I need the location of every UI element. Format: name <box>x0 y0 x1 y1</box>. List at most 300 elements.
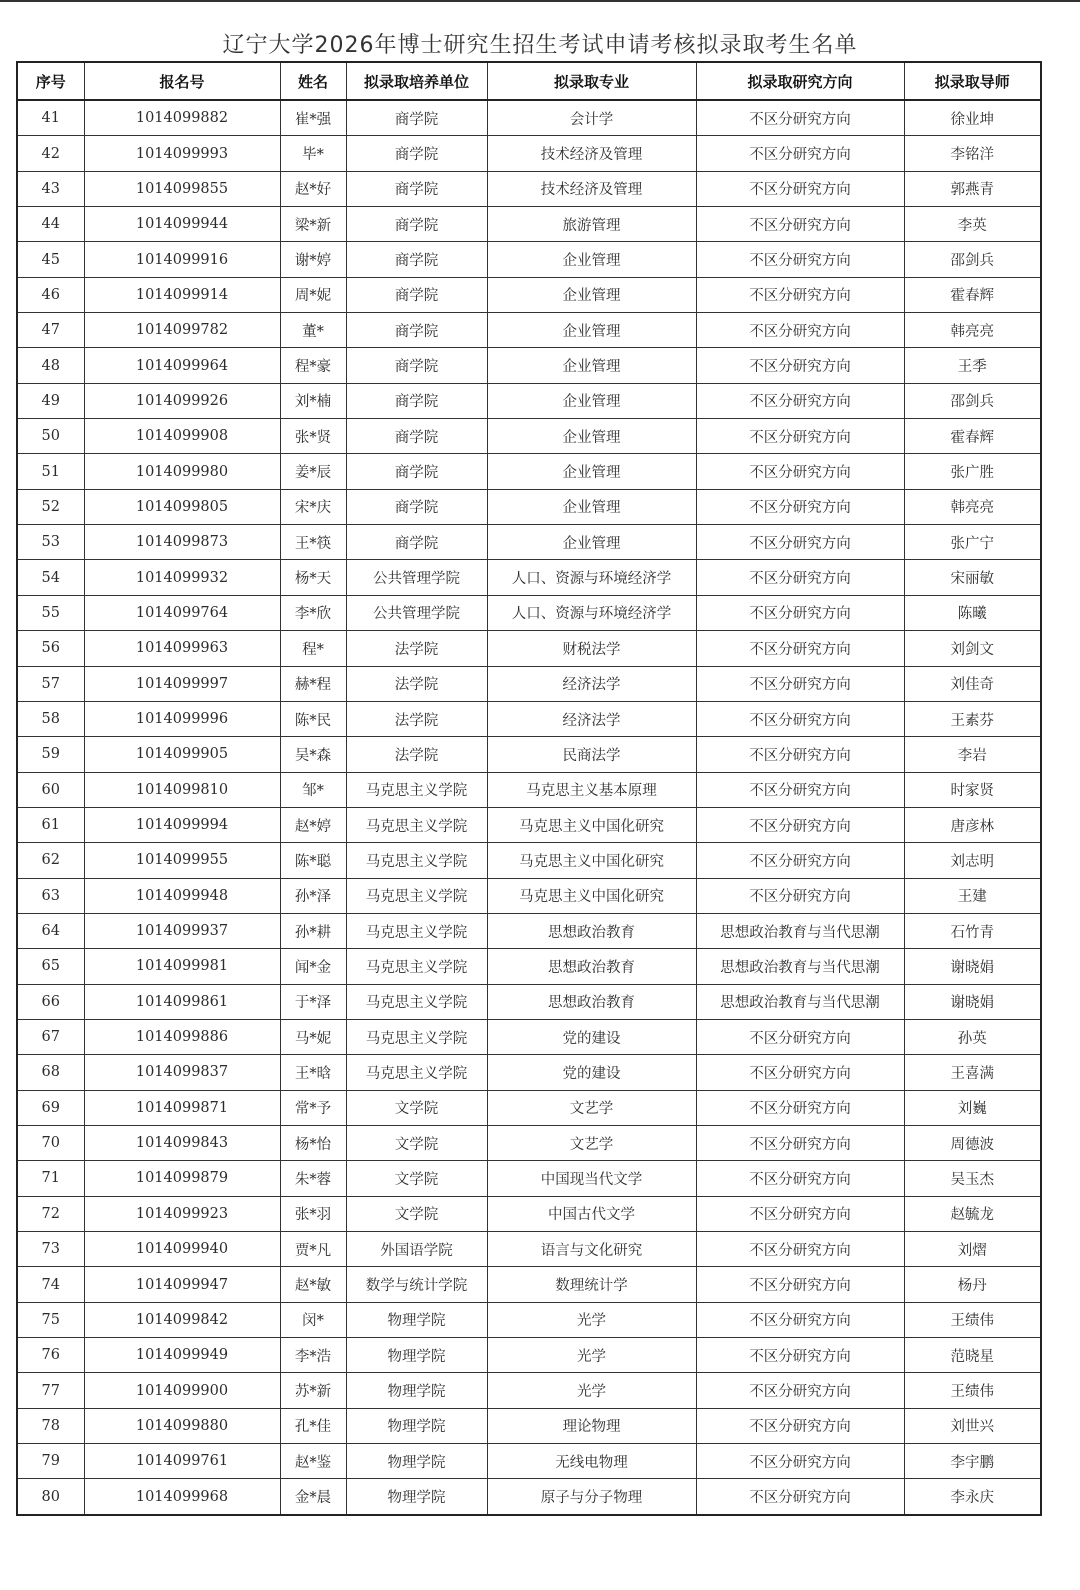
cell-major: 技术经济及管理 <box>487 171 696 206</box>
cell-unit: 商学院 <box>346 313 487 348</box>
table-row <box>17 737 1041 772</box>
cell-name: 张*贤 <box>280 419 346 454</box>
cell-unit: 马克思主义学院 <box>346 843 487 878</box>
cell-supervisor: 邵剑兵 <box>904 383 1041 418</box>
cell-index: 76 <box>17 1338 84 1373</box>
cell-unit: 物理学院 <box>346 1408 487 1443</box>
cell-index: 47 <box>17 313 84 348</box>
cell-major: 企业管理 <box>487 242 696 277</box>
cell-registration-no: 1014099963 <box>84 631 280 666</box>
cell-direction: 不区分研究方向 <box>696 1373 904 1408</box>
cell-major: 光学 <box>487 1373 696 1408</box>
cell-name: 孙*泽 <box>280 878 346 913</box>
table-row <box>17 313 1041 348</box>
cell-direction: 不区分研究方向 <box>696 1196 904 1231</box>
cell-supervisor: 谢晓娟 <box>904 984 1041 1019</box>
cell-index: 61 <box>17 807 84 842</box>
cell-supervisor: 石竹青 <box>904 913 1041 948</box>
cell-supervisor: 郭燕青 <box>904 171 1041 206</box>
cell-direction: 不区分研究方向 <box>696 666 904 701</box>
cell-major: 马克思主义中国化研究 <box>487 878 696 913</box>
cell-name: 孙*耕 <box>280 913 346 948</box>
cell-name: 孔*佳 <box>280 1408 346 1443</box>
cell-name: 闵* <box>280 1302 346 1337</box>
cell-unit: 商学院 <box>346 242 487 277</box>
cell-direction: 不区分研究方向 <box>696 1338 904 1373</box>
cell-registration-no: 1014099855 <box>84 171 280 206</box>
cell-major: 旅游管理 <box>487 207 696 242</box>
cell-registration-no: 1014099905 <box>84 737 280 772</box>
cell-name: 董* <box>280 313 346 348</box>
cell-index: 72 <box>17 1196 84 1231</box>
cell-index: 50 <box>17 419 84 454</box>
cell-unit: 公共管理学院 <box>346 595 487 630</box>
cell-name: 王*筷 <box>280 525 346 560</box>
cell-supervisor: 张广胜 <box>904 454 1041 489</box>
cell-registration-no: 1014099932 <box>84 560 280 595</box>
table-row <box>17 419 1041 454</box>
cell-registration-no: 1014099916 <box>84 242 280 277</box>
cell-unit: 物理学院 <box>346 1338 487 1373</box>
cell-major: 企业管理 <box>487 313 696 348</box>
top-rule <box>0 0 1080 2</box>
table-row <box>17 701 1041 736</box>
cell-major: 思想政治教育 <box>487 984 696 1019</box>
cell-index: 77 <box>17 1373 84 1408</box>
cell-major: 思想政治教育 <box>487 913 696 948</box>
cell-unit: 商学院 <box>346 100 487 136</box>
cell-direction: 不区分研究方向 <box>696 1302 904 1337</box>
cell-major: 经济法学 <box>487 701 696 736</box>
table-row <box>17 1444 1041 1479</box>
cell-index: 65 <box>17 949 84 984</box>
cell-unit: 马克思主义学院 <box>346 807 487 842</box>
cell-registration-no: 1014099949 <box>84 1338 280 1373</box>
cell-major: 无线电物理 <box>487 1444 696 1479</box>
cell-registration-no: 1014099782 <box>84 313 280 348</box>
cell-direction: 不区分研究方向 <box>696 1444 904 1479</box>
cell-major: 企业管理 <box>487 525 696 560</box>
cell-direction: 不区分研究方向 <box>696 1408 904 1443</box>
cell-index: 54 <box>17 560 84 595</box>
cell-supervisor: 王喜满 <box>904 1055 1041 1090</box>
cell-unit: 法学院 <box>346 701 487 736</box>
cell-registration-no: 1014099880 <box>84 1408 280 1443</box>
cell-unit: 物理学院 <box>346 1444 487 1479</box>
cell-major: 马克思主义中国化研究 <box>487 843 696 878</box>
column-header-unit: 拟录取培养单位 <box>346 62 487 100</box>
cell-name: 陈*民 <box>280 701 346 736</box>
cell-unit: 商学院 <box>346 277 487 312</box>
admission-table <box>16 61 1042 1516</box>
cell-unit: 商学院 <box>346 525 487 560</box>
cell-supervisor: 徐业坤 <box>904 100 1041 136</box>
cell-unit: 文学院 <box>346 1090 487 1125</box>
cell-direction: 不区分研究方向 <box>696 313 904 348</box>
table-row <box>17 1125 1041 1160</box>
cell-supervisor: 刘志明 <box>904 843 1041 878</box>
cell-major: 民商法学 <box>487 737 696 772</box>
cell-unit: 商学院 <box>346 348 487 383</box>
cell-direction: 不区分研究方向 <box>696 171 904 206</box>
cell-index: 79 <box>17 1444 84 1479</box>
cell-registration-no: 1014099947 <box>84 1267 280 1302</box>
cell-direction: 不区分研究方向 <box>696 348 904 383</box>
cell-index: 73 <box>17 1232 84 1267</box>
cell-unit: 物理学院 <box>346 1302 487 1337</box>
cell-index: 62 <box>17 843 84 878</box>
cell-supervisor: 刘熠 <box>904 1232 1041 1267</box>
cell-name: 毕* <box>280 136 346 171</box>
table-row <box>17 595 1041 630</box>
cell-unit: 马克思主义学院 <box>346 1055 487 1090</box>
cell-direction: 不区分研究方向 <box>696 383 904 418</box>
cell-registration-no: 1014099873 <box>84 525 280 560</box>
cell-supervisor: 王素芬 <box>904 701 1041 736</box>
cell-name: 赵*婷 <box>280 807 346 842</box>
cell-name: 刘*楠 <box>280 383 346 418</box>
cell-unit: 文学院 <box>346 1161 487 1196</box>
cell-index: 44 <box>17 207 84 242</box>
cell-direction: 不区分研究方向 <box>696 136 904 171</box>
table-row <box>17 1408 1041 1443</box>
cell-name: 邹* <box>280 772 346 807</box>
cell-supervisor: 韩亮亮 <box>904 489 1041 524</box>
cell-supervisor: 韩亮亮 <box>904 313 1041 348</box>
cell-unit: 商学院 <box>346 419 487 454</box>
cell-major: 技术经济及管理 <box>487 136 696 171</box>
cell-unit: 马克思主义学院 <box>346 984 487 1019</box>
table-row <box>17 1161 1041 1196</box>
cell-registration-no: 1014099944 <box>84 207 280 242</box>
cell-registration-no: 1014099882 <box>84 100 280 136</box>
table-row <box>17 207 1041 242</box>
cell-name: 李*欣 <box>280 595 346 630</box>
cell-index: 59 <box>17 737 84 772</box>
cell-supervisor: 张广宁 <box>904 525 1041 560</box>
cell-registration-no: 1014099842 <box>84 1302 280 1337</box>
table-row <box>17 1373 1041 1408</box>
cell-unit: 物理学院 <box>346 1373 487 1408</box>
cell-index: 48 <box>17 348 84 383</box>
table-row <box>17 631 1041 666</box>
cell-supervisor: 刘剑文 <box>904 631 1041 666</box>
cell-index: 67 <box>17 1019 84 1054</box>
table-row <box>17 1232 1041 1267</box>
cell-supervisor: 王绩伟 <box>904 1373 1041 1408</box>
cell-direction: 不区分研究方向 <box>696 419 904 454</box>
cell-unit: 法学院 <box>346 737 487 772</box>
cell-major: 财税法学 <box>487 631 696 666</box>
cell-unit: 文学院 <box>346 1125 487 1160</box>
cell-supervisor: 周德波 <box>904 1125 1041 1160</box>
table-row <box>17 1479 1041 1515</box>
cell-registration-no: 1014099955 <box>84 843 280 878</box>
cell-index: 45 <box>17 242 84 277</box>
cell-name: 杨*怡 <box>280 1125 346 1160</box>
table-row <box>17 913 1041 948</box>
cell-name: 崔*强 <box>280 100 346 136</box>
cell-name: 吴*森 <box>280 737 346 772</box>
cell-index: 60 <box>17 772 84 807</box>
cell-direction: 不区分研究方向 <box>696 277 904 312</box>
cell-major: 思想政治教育 <box>487 949 696 984</box>
cell-name: 宋*庆 <box>280 489 346 524</box>
cell-direction: 不区分研究方向 <box>696 878 904 913</box>
cell-registration-no: 1014099914 <box>84 277 280 312</box>
table-row <box>17 949 1041 984</box>
table-row <box>17 242 1041 277</box>
column-header-registration-no: 报名号 <box>84 62 280 100</box>
cell-unit: 商学院 <box>346 136 487 171</box>
cell-registration-no: 1014099879 <box>84 1161 280 1196</box>
cell-direction: 思想政治教育与当代思潮 <box>696 949 904 984</box>
cell-index: 43 <box>17 171 84 206</box>
cell-supervisor: 刘巍 <box>904 1090 1041 1125</box>
cell-supervisor: 王绩伟 <box>904 1302 1041 1337</box>
table-row <box>17 1196 1041 1231</box>
cell-name: 马*妮 <box>280 1019 346 1054</box>
cell-registration-no: 1014099861 <box>84 984 280 1019</box>
cell-major: 人口、资源与环境经济学 <box>487 595 696 630</box>
table-row <box>17 560 1041 595</box>
cell-name: 周*妮 <box>280 277 346 312</box>
column-header-supervisor: 拟录取导师 <box>904 62 1041 100</box>
cell-direction: 不区分研究方向 <box>696 1479 904 1515</box>
cell-unit: 马克思主义学院 <box>346 1019 487 1054</box>
cell-registration-no: 1014099981 <box>84 949 280 984</box>
cell-name: 赵*敏 <box>280 1267 346 1302</box>
cell-name: 苏*新 <box>280 1373 346 1408</box>
cell-supervisor: 李岩 <box>904 737 1041 772</box>
table-row <box>17 843 1041 878</box>
cell-registration-no: 1014099994 <box>84 807 280 842</box>
cell-supervisor: 陈曦 <box>904 595 1041 630</box>
cell-unit: 马克思主义学院 <box>346 949 487 984</box>
cell-supervisor: 范晓星 <box>904 1338 1041 1373</box>
cell-registration-no: 1014099940 <box>84 1232 280 1267</box>
cell-name: 朱*蓉 <box>280 1161 346 1196</box>
cell-major: 数理统计学 <box>487 1267 696 1302</box>
cell-direction: 不区分研究方向 <box>696 772 904 807</box>
cell-direction: 不区分研究方向 <box>696 737 904 772</box>
cell-major: 企业管理 <box>487 277 696 312</box>
cell-supervisor: 李永庆 <box>904 1479 1041 1515</box>
cell-registration-no: 1014099761 <box>84 1444 280 1479</box>
cell-registration-no: 1014099968 <box>84 1479 280 1515</box>
cell-unit: 公共管理学院 <box>346 560 487 595</box>
cell-major: 企业管理 <box>487 489 696 524</box>
cell-major: 企业管理 <box>487 419 696 454</box>
cell-index: 63 <box>17 878 84 913</box>
cell-direction: 思想政治教育与当代思潮 <box>696 913 904 948</box>
cell-major: 理论物理 <box>487 1408 696 1443</box>
cell-direction: 不区分研究方向 <box>696 595 904 630</box>
cell-major: 马克思主义中国化研究 <box>487 807 696 842</box>
cell-index: 56 <box>17 631 84 666</box>
cell-supervisor: 王季 <box>904 348 1041 383</box>
cell-name: 赫*程 <box>280 666 346 701</box>
cell-supervisor: 谢晓娟 <box>904 949 1041 984</box>
cell-name: 王*晗 <box>280 1055 346 1090</box>
cell-major: 中国现当代文学 <box>487 1161 696 1196</box>
cell-major: 会计学 <box>487 100 696 136</box>
cell-index: 74 <box>17 1267 84 1302</box>
cell-major: 中国古代文学 <box>487 1196 696 1231</box>
cell-name: 赵*好 <box>280 171 346 206</box>
cell-direction: 不区分研究方向 <box>696 1055 904 1090</box>
cell-registration-no: 1014099810 <box>84 772 280 807</box>
cell-unit: 商学院 <box>346 171 487 206</box>
cell-direction: 不区分研究方向 <box>696 207 904 242</box>
cell-name: 闻*金 <box>280 949 346 984</box>
cell-registration-no: 1014099764 <box>84 595 280 630</box>
cell-direction: 不区分研究方向 <box>696 525 904 560</box>
cell-direction: 不区分研究方向 <box>696 560 904 595</box>
cell-direction: 不区分研究方向 <box>696 807 904 842</box>
cell-name: 贾*凡 <box>280 1232 346 1267</box>
cell-registration-no: 1014099996 <box>84 701 280 736</box>
cell-major: 党的建设 <box>487 1055 696 1090</box>
cell-unit: 马克思主义学院 <box>346 772 487 807</box>
cell-major: 企业管理 <box>487 348 696 383</box>
cell-name: 赵*鉴 <box>280 1444 346 1479</box>
cell-unit: 商学院 <box>346 207 487 242</box>
cell-index: 55 <box>17 595 84 630</box>
table-row <box>17 666 1041 701</box>
cell-registration-no: 1014099843 <box>84 1125 280 1160</box>
cell-direction: 不区分研究方向 <box>696 1125 904 1160</box>
cell-major: 企业管理 <box>487 454 696 489</box>
table-row <box>17 525 1041 560</box>
cell-supervisor: 孙英 <box>904 1019 1041 1054</box>
cell-major: 党的建设 <box>487 1019 696 1054</box>
cell-registration-no: 1014099948 <box>84 878 280 913</box>
cell-index: 69 <box>17 1090 84 1125</box>
cell-name: 程* <box>280 631 346 666</box>
cell-unit: 外国语学院 <box>346 1232 487 1267</box>
table-row <box>17 277 1041 312</box>
cell-supervisor: 李铭洋 <box>904 136 1041 171</box>
cell-name: 于*泽 <box>280 984 346 1019</box>
cell-supervisor: 霍春辉 <box>904 419 1041 454</box>
cell-name: 张*羽 <box>280 1196 346 1231</box>
cell-supervisor: 霍春辉 <box>904 277 1041 312</box>
cell-index: 52 <box>17 489 84 524</box>
cell-registration-no: 1014099886 <box>84 1019 280 1054</box>
cell-unit: 物理学院 <box>346 1479 487 1515</box>
cell-major: 光学 <box>487 1338 696 1373</box>
cell-index: 80 <box>17 1479 84 1515</box>
cell-index: 41 <box>17 100 84 136</box>
cell-supervisor: 刘佳奇 <box>904 666 1041 701</box>
cell-registration-no: 1014099997 <box>84 666 280 701</box>
cell-major: 马克思主义基本原理 <box>487 772 696 807</box>
cell-name: 谢*婷 <box>280 242 346 277</box>
table-row <box>17 1090 1041 1125</box>
cell-name: 陈*聪 <box>280 843 346 878</box>
cell-registration-no: 1014099993 <box>84 136 280 171</box>
cell-direction: 不区分研究方向 <box>696 1232 904 1267</box>
cell-registration-no: 1014099900 <box>84 1373 280 1408</box>
cell-name: 金*晨 <box>280 1479 346 1515</box>
column-header-direction: 拟录取研究方向 <box>696 62 904 100</box>
cell-name: 程*豪 <box>280 348 346 383</box>
table-row <box>17 489 1041 524</box>
cell-major: 文艺学 <box>487 1090 696 1125</box>
cell-supervisor: 李宇鹏 <box>904 1444 1041 1479</box>
table-row <box>17 136 1041 171</box>
cell-index: 53 <box>17 525 84 560</box>
table-row <box>17 807 1041 842</box>
cell-name: 杨*天 <box>280 560 346 595</box>
table-row <box>17 100 1041 136</box>
cell-direction: 不区分研究方向 <box>696 489 904 524</box>
cell-index: 75 <box>17 1302 84 1337</box>
cell-registration-no: 1014099980 <box>84 454 280 489</box>
cell-index: 68 <box>17 1055 84 1090</box>
cell-direction: 不区分研究方向 <box>696 1267 904 1302</box>
cell-supervisor: 刘世兴 <box>904 1408 1041 1443</box>
cell-unit: 文学院 <box>346 1196 487 1231</box>
cell-unit: 法学院 <box>346 631 487 666</box>
table-row <box>17 454 1041 489</box>
cell-major: 语言与文化研究 <box>487 1232 696 1267</box>
cell-index: 70 <box>17 1125 84 1160</box>
table-row <box>17 1267 1041 1302</box>
table-row <box>17 772 1041 807</box>
cell-unit: 商学院 <box>346 454 487 489</box>
cell-name: 姜*辰 <box>280 454 346 489</box>
cell-unit: 数学与统计学院 <box>346 1267 487 1302</box>
cell-registration-no: 1014099908 <box>84 419 280 454</box>
cell-major: 企业管理 <box>487 383 696 418</box>
table-row <box>17 1338 1041 1373</box>
cell-direction: 不区分研究方向 <box>696 454 904 489</box>
cell-major: 光学 <box>487 1302 696 1337</box>
table-row <box>17 984 1041 1019</box>
cell-index: 49 <box>17 383 84 418</box>
cell-index: 71 <box>17 1161 84 1196</box>
table-row <box>17 878 1041 913</box>
cell-supervisor: 李英 <box>904 207 1041 242</box>
cell-name: 梁*新 <box>280 207 346 242</box>
cell-registration-no: 1014099805 <box>84 489 280 524</box>
cell-supervisor: 宋丽敏 <box>904 560 1041 595</box>
cell-name: 常*予 <box>280 1090 346 1125</box>
cell-major: 文艺学 <box>487 1125 696 1160</box>
cell-direction: 思想政治教育与当代思潮 <box>696 984 904 1019</box>
cell-registration-no: 1014099937 <box>84 913 280 948</box>
cell-major: 原子与分子物理 <box>487 1479 696 1515</box>
cell-registration-no: 1014099837 <box>84 1055 280 1090</box>
cell-unit: 商学院 <box>346 383 487 418</box>
cell-index: 57 <box>17 666 84 701</box>
cell-registration-no: 1014099923 <box>84 1196 280 1231</box>
cell-unit: 商学院 <box>346 489 487 524</box>
cell-index: 46 <box>17 277 84 312</box>
column-header-name: 姓名 <box>280 62 346 100</box>
table-row <box>17 1302 1041 1337</box>
cell-supervisor: 赵毓龙 <box>904 1196 1041 1231</box>
cell-index: 64 <box>17 913 84 948</box>
cell-unit: 马克思主义学院 <box>346 878 487 913</box>
column-header-major: 拟录取专业 <box>487 62 696 100</box>
cell-direction: 不区分研究方向 <box>696 1019 904 1054</box>
table-row <box>17 171 1041 206</box>
cell-unit: 法学院 <box>346 666 487 701</box>
cell-supervisor: 邵剑兵 <box>904 242 1041 277</box>
